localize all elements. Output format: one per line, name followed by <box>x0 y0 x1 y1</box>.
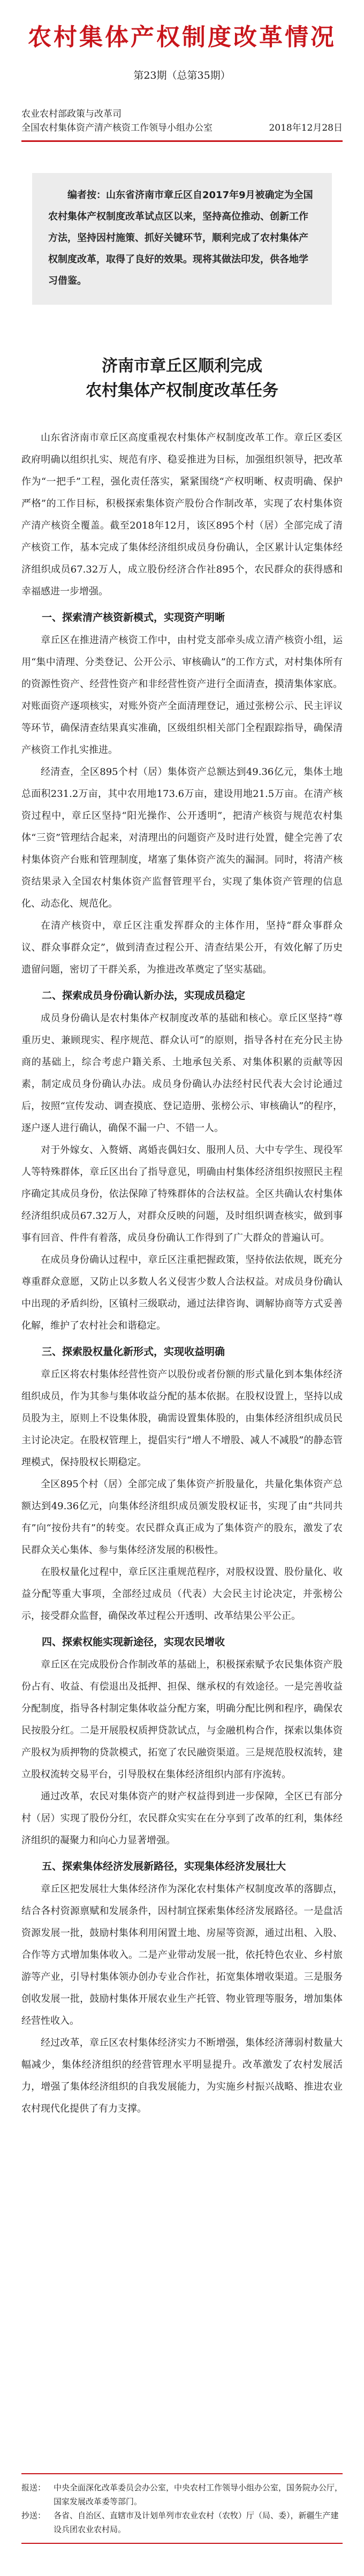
distribution-footer <box>21 2473 343 2544</box>
publisher-line-1: 农业农村部政策与改革司 <box>21 109 122 119</box>
section-5 <box>21 1855 343 2120</box>
masthead <box>21 0 343 54</box>
issue-date: 2018年12月28日 <box>269 123 343 133</box>
section-3 <box>21 1340 343 1627</box>
section-paragraph: 在股权量化过程中，章丘区注重规范程序，对股权设置、股份量化、收益分配等重大事项，全部经过成员（代表）大会民主讨论决定，并张榜公示，接受群众监督，确保改革过程公开透明、改革结果公平公正。 <box>21 1566 343 1622</box>
section-heading: 一、探索清产核资新模式，实现资产明晰 <box>42 612 225 623</box>
copy-row <box>21 2509 343 2536</box>
issue-number: 第23期（总第35期） <box>133 70 231 81</box>
article-body <box>21 427 343 2120</box>
section-paragraph: 对于外嫁女、入赘婿、离婚丧偶妇女、服刑人员、大中专学生、现役军人等特殊群体，章丘区出台了指导意见，明确由村集体经济组织按照民主程序确定其成员身份，依法保障了特殊群体的合法权益。全区共确认农村集体经济组织成员67.32万人，对群众反映的问题，及时组织调查核实，做到事事有回音、件件有着落，成员身份确认工作得到了广大群众的普遍认可。 <box>21 1144 343 1244</box>
publisher-row <box>21 107 343 135</box>
footer-divider-bottom <box>21 2543 343 2544</box>
section-paragraph: 章丘区在完成股份合作制改革的基础上，积极探索赋予农民集体资产股份占有、收益、有偿退出及抵押、担保、继承权的有效途径。一是完善收益分配制度，指导各村制定集体收益分配方案，明确分配比例和程序，确保农民按股分红。二是开展股权质押贷款试点，与金融机构合作，探索以集体资产股权为质押物的贷款模式，拓宽了农民融资渠道。三是规范股权流转，建立股权流转交易平台，引导股权在集体经济组织内部有序流转。 <box>21 1659 343 1780</box>
copy-value: 各省、自治区、直辖市及计划单列市农业农村（农牧）厅（局、委），新疆生产建设兵团农业农村局。 <box>54 2511 339 2534</box>
section-paragraph: 章丘区把发展壮大集体经济作为深化农村集体产权制度改革的落脚点，结合各村资源禀赋和发展条件，因村制宜探索集体经济发展路径。一是盘活资源发展一批，鼓励村集体利用闲置土地、房屋等资源，通过出租、入股、合作等方式增加集体收入。二是产业带动发展一批，依托特色农业、乡村旅游等产业，引导村集体领办创办专业合作社，拓宽集体增收渠道。三是服务创收发展一批，鼓励村集体开展农业生产托管、物业管理等服务，增加集体经营性收入。 <box>21 1884 343 2027</box>
article-title-line-1: 济南市章丘区顺利完成 <box>102 357 262 375</box>
section-paragraph: 章丘区在推进清产核资工作中，由村党支部牵头成立清产核资小组，运用“集中清理、分类登记、公开公示、审核确认”的工作方式，对村集体所有的资源性资产、经营性资产和非经营性资产进行全面清查，摸清集体家底。对账面资产逐项核实，对账外资产全面清理登记，通过张榜公示、民主评议等环节，确保清查结果真实准确，区级组织相关部门全程跟踪指导，确保清产核资工作扎实推进。 <box>21 635 343 756</box>
article-title <box>21 354 343 403</box>
intro-paragraph: 山东省济南市章丘区高度重视农村集体产权制度改革工作。章丘区委区政府明确以组织扎实、规范有序、稳妥推进为目标，加强组织领导，把改革作为“一把手”工程，强化责任落实，紧紧围绕“产权明晰、权责明确、保护严格”的工作目标，积极探索集体资产股份合作制改革，实现了农村集体资产清产核资全覆盖。截至2018年12月，该区895个村（居）全部完成了清产核资工作，基本完成了集体经济组织成员身份确认，全区累计认定集体经济组织成员67.32万人，成立股份经济合作社895个，农民群众的获得感和幸福感进一步增强。 <box>21 432 343 597</box>
section-heading: 二、探索成员身份确认新办法，实现成员稳定 <box>42 990 246 1001</box>
section-paragraph: 成员身份确认是农村集体产权制度改革的基础和核心。章丘区坚持“尊重历史、兼顾现实、程序规范、群众认可”的原则，指导各村在充分民主协商的基础上，综合考虑户籍关系、土地承包关系、对集体积累的贡献等因素，制定成员身份确认办法。成员身份确认办法经村民代表大会讨论通过后，按照“宣传发动、调查摸底、登记造册、张榜公示、审核确认”的程序，逐户逐人进行确认，确保不漏一户、不错一人。 <box>21 1013 343 1134</box>
section-paragraph: 经清查，全区895个村（居）集体资产总额达到49.36亿元，集体土地总面积231.2万亩，其中农用地173.6万亩，建设用地21.5万亩。在清产核资过程中，章丘区坚持“阳光操作、公开透明”，把清产核资与规范农村集体“三资”管理结合起来，对清理出的问题资产及时进行处置，健全完善了农村集体资产台账和管理制度，堵塞了集体资产流失的漏洞。同时，将清产核资结果录入全国农村集体资产监督管理平台，实现了集体资产管理的信息化、动态化、规范化。 <box>21 766 343 909</box>
section-paragraph: 在成员身份确认过程中，章丘区注重把握政策，坚持依法依规，既充分尊重群众意愿，又防止以多数人名义侵害少数人合法权益。对成员身份确认中出现的矛盾纠纷，区镇村三级联动，通过法律咨询、调解协商等方式妥善化解，维护了农村社会和谐稳定。 <box>21 1254 343 1331</box>
section-paragraph: 在清产核资中，章丘区注重发挥群众的主体作用，坚持“群众事群众议、群众事群众定”，做到清查过程公开、清查结果公开，有效化解了历史遗留问题，密切了干群关系，为推进改革奠定了坚实基础。 <box>21 920 343 975</box>
section-4 <box>21 1630 343 1851</box>
section-heading: 四、探索权能实现新途径，实现农民增收 <box>42 1636 225 1648</box>
copy-label: 抄送： <box>21 2511 46 2520</box>
section-1 <box>21 606 343 981</box>
section-paragraph: 全区895个村（居）全部完成了集体资产折股量化，共量化集体资产总额达到49.36亿元，向集体经济组织成员颁发股权证书，实现了由“共同共有”向“按份共有”的转变。农民群众真正成为了集体资产的股东，激发了农民群众关心集体、参与集体经济发展的积极性。 <box>21 1479 343 1556</box>
publisher-line-2: 全国农村集体资产清产核资工作领导小组办公室 <box>21 123 213 133</box>
section-paragraph: 经过改革，章丘区农村集体经济实力不断增强，集体经济薄弱村数量大幅减少，集体经济组织的经营管理水平明显提升。改革激发了农村发展活力，增强了集体经济组织的自我发展能力，为实施乡村振兴战略、推进农业农村现代化提供了有力支撑。 <box>21 2037 343 2114</box>
section-2 <box>21 984 343 1337</box>
section-heading: 三、探索股权量化新形式，实现收益明确 <box>42 1346 225 1358</box>
section-paragraph: 章丘区将农村集体经营性资产以股份或者份额的形式量化到本集体经济组织成员，作为其参与集体收益分配的基本依据。在股权设置上，坚持以成员股为主，原则上不设集体股，确需设置集体股的，由集体经济组织成员民主讨论决定。在股权管理上，提倡实行“增人不增股、减人不减股”的静态管理模式，保持股权长期稳定。 <box>21 1369 343 1468</box>
section-paragraph: 通过改革，农民对集体资产的财产权益得到进一步保障，全区已有部分村（居）实现了股份分红，农民群众实实在在分享到了改革的红利，集体经济组织的凝聚力和向心力显著增强。 <box>21 1791 343 1846</box>
section-heading: 五、探索集体经济发展新路径，实现集体经济发展壮大 <box>42 1861 286 1872</box>
send-value: 中央全面深化改革委员会办公室，中央农村工作领导小组办公室，国务院办公厅，国家发展改革委等部门。 <box>54 2483 343 2506</box>
send-row <box>21 2481 343 2509</box>
bulletin-title: 农村集体产权制度改革情况 <box>28 24 336 51</box>
masthead-divider <box>21 140 343 142</box>
editor-note: 编者按：山东省济南市章丘区自2017年9月被确定为全国农村集体产权制度改革试点区以来，坚持高位推动、创新工作方法，坚持因村施策、抓好关键环节，顺利完成了农村集体产权制度改革，取得了良好的效果。现将其做法印发，供各地学习借鉴。 <box>32 173 332 305</box>
footer-divider-top <box>21 2473 343 2474</box>
article-title-line-2: 农村集体产权制度改革任务 <box>86 381 278 400</box>
send-label: 报送： <box>21 2483 46 2492</box>
